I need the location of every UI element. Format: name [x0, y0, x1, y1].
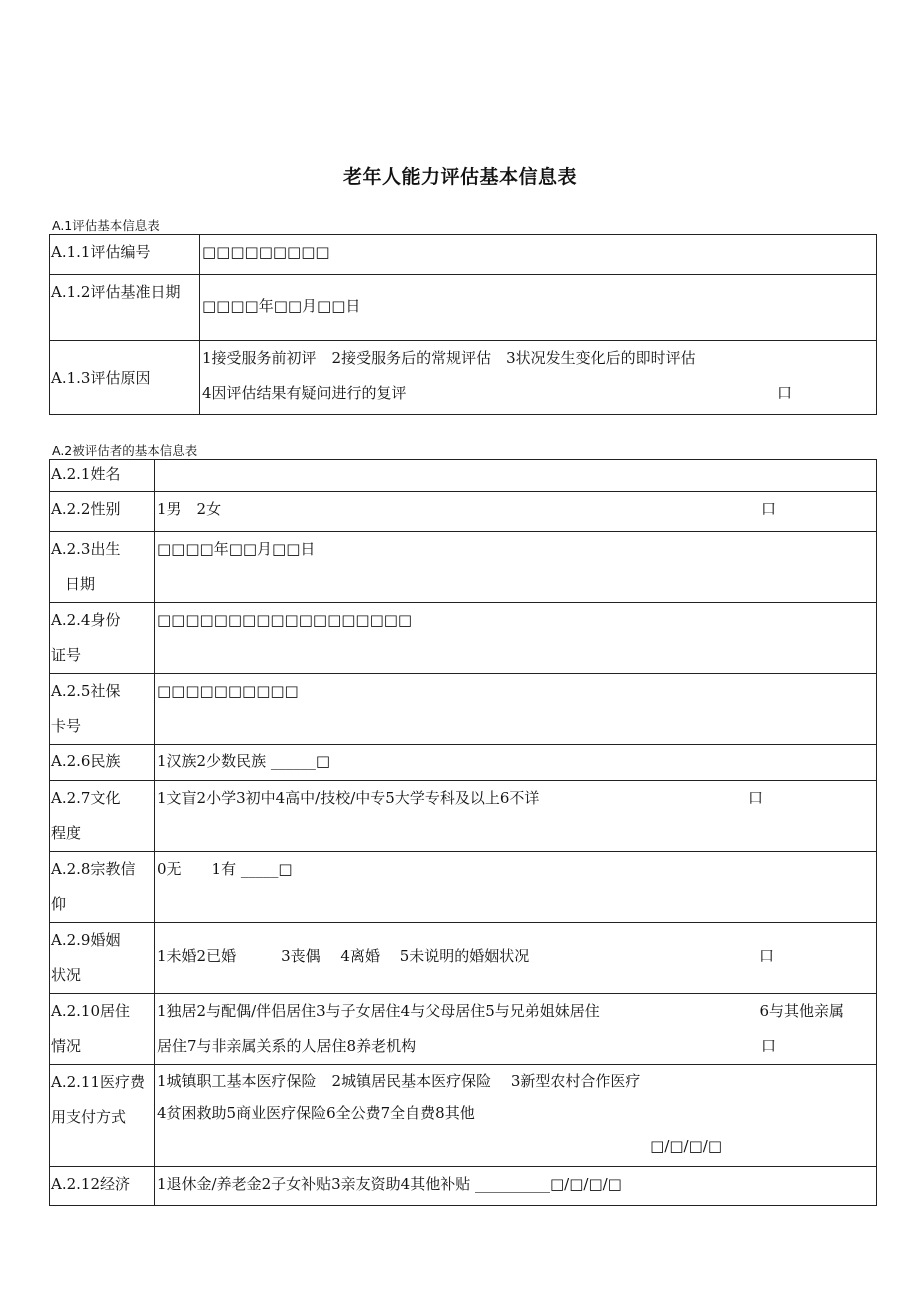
table-row: [50, 674, 877, 745]
label-marital-status: [50, 923, 155, 994]
name-field[interactable]: [155, 460, 877, 492]
label-id-number: [50, 603, 155, 674]
medical-options-line1: 1城镇职工基本医疗保险 2城镇居民基本医疗保险 3新型农村合作医疗: [157, 1072, 641, 1090]
reason-options-line2: 4因评估结果有疑问进行的复评: [202, 384, 407, 402]
label-birth-date: [50, 532, 155, 603]
reason-options-line1: 1接受服务前初评 2接受服务后的常规评估 3状况发生变化后的即时评估: [202, 349, 696, 367]
label-living-situation-line1: A.2.10居住: [51, 1002, 130, 1020]
label-ethnicity: A.2.6民族: [50, 745, 155, 781]
label-religion-line1: A.2.8宗教信: [51, 860, 136, 878]
label-id-number-line1: A.2.4身份: [51, 611, 121, 629]
section-a2-heading: A.2被评估者的基本信息表: [52, 443, 198, 458]
medical-payment-checkboxes[interactable]: □/□/□/□: [650, 1137, 722, 1155]
table-row: [50, 603, 877, 674]
table-row: [50, 235, 877, 275]
label-social-security-line2: 卡号: [51, 717, 82, 735]
table-row: [50, 460, 877, 492]
living-situation-checkbox[interactable]: 口: [760, 1037, 776, 1055]
marital-status-options: 1未婚2已婚 3丧偶 4离婚 5未说明的婚姻状况: [157, 947, 530, 965]
living-options-line1: 1独居2与配偶/伴侣居住3与子女居住4与父母居住5与兄弟姐妹居住: [157, 1002, 600, 1020]
marital-status-field[interactable]: [155, 923, 877, 994]
education-options: 1文盲2小学3初中4高中/技校/中专5大学专科及以上6不详: [157, 789, 540, 807]
living-situation-field[interactable]: [155, 994, 877, 1065]
label-birth-date-line1: A.2.3出生: [51, 540, 121, 558]
birth-date-field[interactable]: □□□□年□□月□□日: [155, 532, 877, 603]
label-assessment-id: A.1.1评估编号: [50, 235, 200, 275]
table-row: [50, 994, 877, 1065]
table-row: [50, 781, 877, 852]
label-medical-payment-line1: A.2.11医疗费: [51, 1073, 145, 1091]
medical-options-line2: 4贫困救助5商业医疗保险6全公费7全自费8其他: [157, 1104, 475, 1122]
education-checkbox[interactable]: 口: [747, 789, 763, 807]
page-title: 老年人能力评估基本信息表: [342, 166, 577, 188]
table-row: [50, 923, 877, 994]
label-id-number-line2: 证号: [51, 646, 82, 664]
table-row: [50, 341, 877, 415]
label-marital-status-line2: 状况: [51, 966, 82, 984]
table-row: [50, 492, 877, 532]
living-options-line2: 居住7与非亲属关系的人居住8养老机构: [157, 1037, 417, 1055]
gender-checkbox[interactable]: 口: [760, 500, 776, 518]
label-name: A.2.1姓名: [50, 460, 155, 492]
table-row: [50, 1167, 877, 1206]
label-medical-payment-line2: 用支付方式: [51, 1108, 127, 1126]
table-row: [50, 852, 877, 923]
living-options-line1-end: 6与其他亲属: [759, 1002, 844, 1020]
label-education-line1: A.2.7文化: [51, 789, 121, 807]
education-field[interactable]: [155, 781, 877, 852]
label-medical-payment: [50, 1065, 155, 1167]
label-assessment-date: A.1.2评估基准日期: [50, 275, 200, 341]
label-living-situation-line2: 情况: [51, 1037, 82, 1055]
label-assessment-reason: A.1.3评估原因: [50, 341, 200, 415]
gender-options: 1男 2女: [157, 500, 222, 518]
gender-field[interactable]: [155, 492, 877, 532]
label-education: [50, 781, 155, 852]
assessment-id-field[interactable]: □□□□□□□□□: [200, 235, 877, 275]
label-social-security: [50, 674, 155, 745]
economic-source-field[interactable]: 1退休金/养老金2子女补贴3亲友资助4其他补贴 __________□/□/□/□: [155, 1167, 877, 1206]
social-security-field[interactable]: □□□□□□□□□□: [155, 674, 877, 745]
section-a1-heading: A.1评估基本信息表: [52, 218, 160, 233]
label-marital-status-line1: A.2.9婚姻: [51, 931, 121, 949]
label-religion-line2: 仰: [51, 895, 67, 913]
religion-field[interactable]: 0无 1有 _____□: [155, 852, 877, 923]
medical-payment-field[interactable]: [155, 1065, 877, 1167]
label-birth-date-line2: 日期: [65, 575, 96, 593]
assessment-info-table: [49, 234, 877, 415]
label-social-security-line1: A.2.5社保: [51, 682, 121, 700]
label-education-line2: 程度: [51, 824, 82, 842]
label-religion: [50, 852, 155, 923]
label-economic-source: A.2.12经济: [50, 1167, 155, 1206]
reason-checkbox[interactable]: 口: [776, 384, 792, 402]
table-row: [50, 1065, 877, 1167]
marital-status-checkbox[interactable]: 口: [758, 947, 774, 965]
person-info-table: [49, 459, 877, 1206]
id-number-field[interactable]: □□□□□□□□□□□□□□□□□□: [155, 603, 877, 674]
table-row: [50, 532, 877, 603]
ethnicity-field[interactable]: 1汉族2少数民族 ______□: [155, 745, 877, 781]
assessment-reason-field[interactable]: [200, 341, 877, 415]
label-gender: A.2.2性别: [50, 492, 155, 532]
label-living-situation: [50, 994, 155, 1065]
table-row: [50, 745, 877, 781]
table-row: [50, 275, 877, 341]
assessment-date-field[interactable]: □□□□年□□月□□日: [200, 275, 877, 341]
